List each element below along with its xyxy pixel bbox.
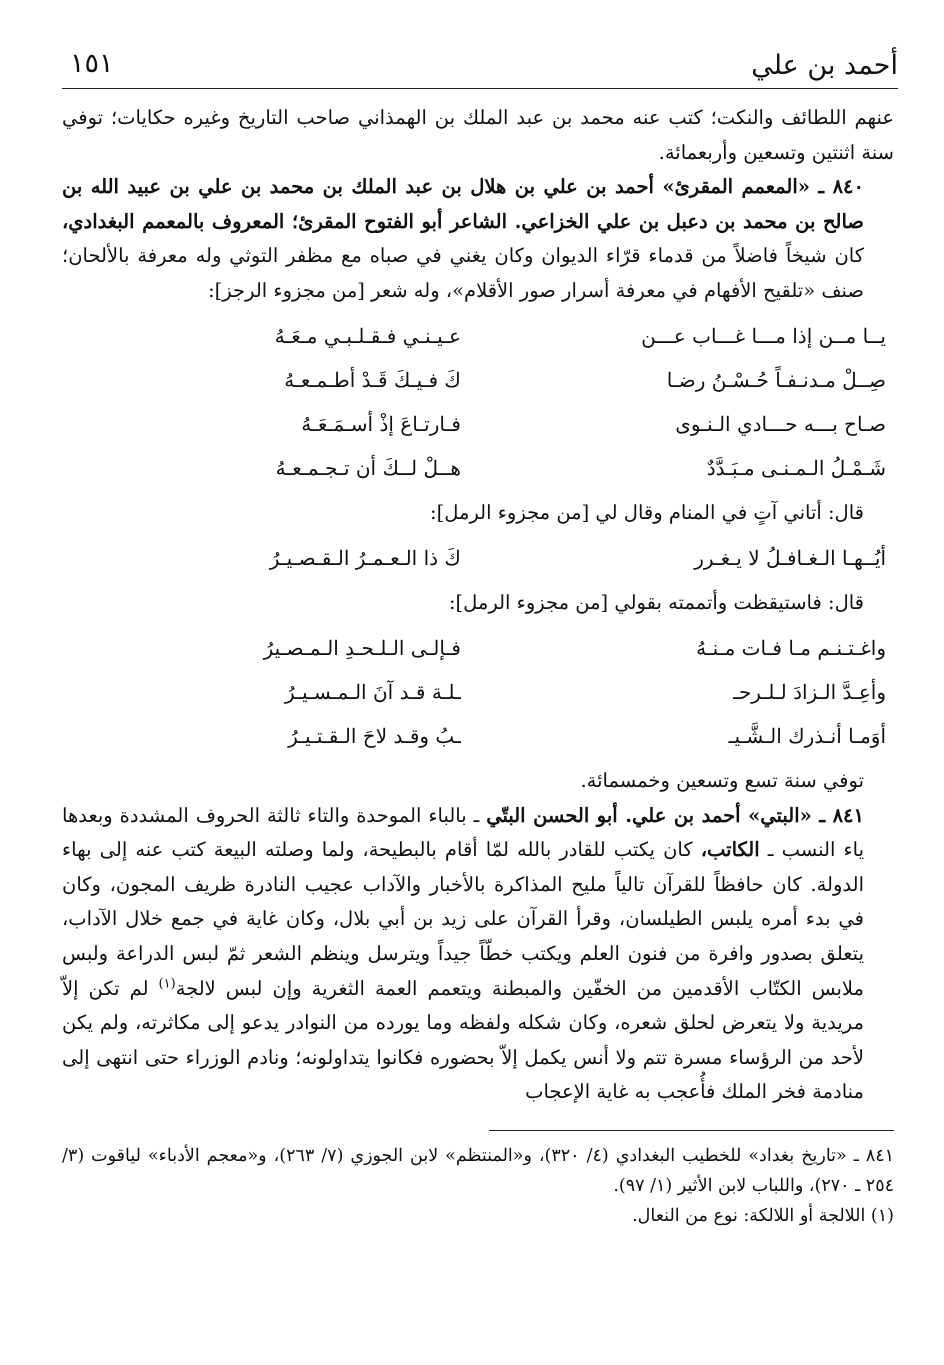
verse xyxy=(62,315,894,359)
verse-second-hemistich: فـارتـاعَ إذْ أسـمَـعَـهُ xyxy=(301,412,461,437)
entry-841-heading: ٨٤١ ـ «البتي» أحمد بن علي. أبو الحسن البتّي xyxy=(486,803,864,827)
verse xyxy=(62,537,894,581)
verse xyxy=(62,627,894,671)
page-header xyxy=(62,38,898,89)
verse xyxy=(62,359,894,403)
verse-second-hemistich: كَ فـيـكَ قَـدْ أطـمـعـهُ xyxy=(284,368,461,393)
verse xyxy=(62,715,894,759)
paragraph-intro: عنهم اللطائف والنكت؛ كتب عنه محمد بن عبد الملك بن الهمذاني صاحب التاريخ وغيره حكايات؛ توفي سنة اثنتين وتسعين وأربعمائة. xyxy=(62,106,894,164)
entry-841-text-1: ـ بالباء الموحدة والتاء ثالثة الحروف المشددة وبعدها ياء النسب ـ xyxy=(62,803,864,862)
poem-840-a xyxy=(62,315,894,491)
verse-first-hemistich: وأعِـدَّ الـزادَ لـلـرحـ xyxy=(733,680,886,705)
verse-first-hemistich: صـاح بـــه حـــادي الـنـوى xyxy=(675,412,886,437)
qala-line-2: قال: فاستيقظت وأتممته بقولي [من مجزوء الرمل]: xyxy=(448,590,864,614)
entry-841-text-3: لم تكن إلاّ مريدية ولا يتعرض لحلق شعره، وكان شكله ولفظه وما يورده من النوادر يدعو إلى مكاثرته، ولم يكن لأحد من الرؤساء مسرة تتم ولا أنس يكمل إلاّ بحضوره فكانوا يتداولونه؛ ونادم الوزراء حتى انتهى إلى منادمة فخر الملك فأُعجب به غاية الإعجاب xyxy=(62,976,864,1104)
verse-first-hemistich: صِــلْ مـدنـفـاً حُـسْـنُ رضـا xyxy=(666,368,886,393)
book-page xyxy=(62,38,898,1338)
verse-second-hemistich: كَ ذا الـعـمـرُ الـقـصـيـرُ xyxy=(269,546,461,571)
verse-second-hemistich: عـيـنـي فـقـلـبـي مـعَـهُ xyxy=(274,324,461,349)
verse-second-hemistich: ـلـة قـد آنَ الـمـسـيـرُ xyxy=(285,680,461,705)
verse-second-hemistich: ـبُ وقـد لاحَ الـقـتـيـرُ xyxy=(288,724,461,749)
verse xyxy=(62,447,894,491)
footnote-reference[interactable]: (١) xyxy=(158,976,176,992)
verse-second-hemistich: هــلْ لــكَ أن تـجـمـعـهُ xyxy=(275,456,461,481)
qala-line-1: قال: أتاني آتٍ في المنام وقال لي [من مجزوء الرمل]: xyxy=(430,500,864,524)
footnote-1: (١) اللالجة أو اللالكة: نوع من النعال. xyxy=(632,1205,894,1226)
footnotes xyxy=(62,1141,894,1231)
entry-841-title: الكاتب، xyxy=(700,838,760,862)
verse-second-hemistich: فـإلـى الـلـحـدِ الـمـصـيرُ xyxy=(263,636,461,661)
verse xyxy=(62,403,894,447)
entry-841 xyxy=(62,799,894,1110)
death-line-840: توفي سنة تسع وتسعين وخمسمائة. xyxy=(580,768,864,792)
verse-first-hemistich: أيُــهـا الـغـافـلُ لا يـغـرر xyxy=(694,546,886,571)
verse-first-hemistich: أوَمـا أنـذرك الـشَّـيـ xyxy=(728,724,886,749)
footnote-sources-841: ٨٤١ ـ «تاريخ بغداد» للخطيب البغدادي (٤/ ٣٢٠)، و«المنتظم» لابن الجوزي (٧/ ٢٦٣)، و«معجم الأدباء» لياقوت (٣/ ٢٥٤ ـ ٢٧٠)، واللباب لابن الأثير (١/ ٩٧). xyxy=(62,1145,895,1196)
main-text xyxy=(62,101,894,1110)
verse xyxy=(62,671,894,715)
verse-first-hemistich: يــا مــن إذا مـــا غـــاب عـــن xyxy=(641,324,886,349)
entry-840-heading: ٨٤٠ ـ «المعمم المقرئ» أحمد بن علي بن هلال بن عبد الملك بن محمد بن علي بن عبيد الله بن صالح بن محمد بن دعبل بن علي الخزاعي. الشاعر أبو الفتوح المقرئ؛ المعروف بالمعمم البغدادي، xyxy=(62,175,864,233)
verse-first-hemistich: شَـمْـلُ الـمـنـى مـبَـدَّدٌ xyxy=(706,456,886,481)
poem-840-b xyxy=(62,537,894,581)
poem-840-c xyxy=(62,627,894,759)
running-title: أحمد بن علي xyxy=(751,50,898,81)
footnote-divider xyxy=(489,1130,894,1131)
entry-840 xyxy=(62,170,894,308)
verse-first-hemistich: واغـتـنـم مـا فـات مـنـهُ xyxy=(696,636,886,661)
entry-841-text-2: كان يكتب للقادر بالله لمّا أقام بالبطيحة، ولما وصلته البيعة كتب عنه إلى بهاء الدولة. كان حافظاً للقرآن تالياً مليح المذاكرة بالأخبار والآداب عجيب النادرة ظريف المجون، وكان في بدء أمره يلبس الطيلسان، وقرأ القرآن على زيد بن أبي بلال، وكان غاية في جمع خلال الآداب، يتعلق بصدور وافرة من فنون العلم ويكتب خطّاً جيداً ويترسل وينظم الشعر ثمّ لبس الدراعة ولبس ملابس الكتّاب الأقدمين من الخفّين والمبطنة ويتعمم العمة الثغرية وإن لبس لالجة xyxy=(62,838,864,1000)
page-number: ١٥١ xyxy=(70,48,114,79)
entry-840-text: كان شيخاً فاضلاً من قدماء قرّاء الديوان وكان يغني في صباه مع مظفر التوثي وله معرفة بالألحان؛ صنف «تلقيح الأفهام في معرفة أسرار صور الأقلام»، وله شعر [من مجزوء الرجز]: xyxy=(62,244,864,302)
